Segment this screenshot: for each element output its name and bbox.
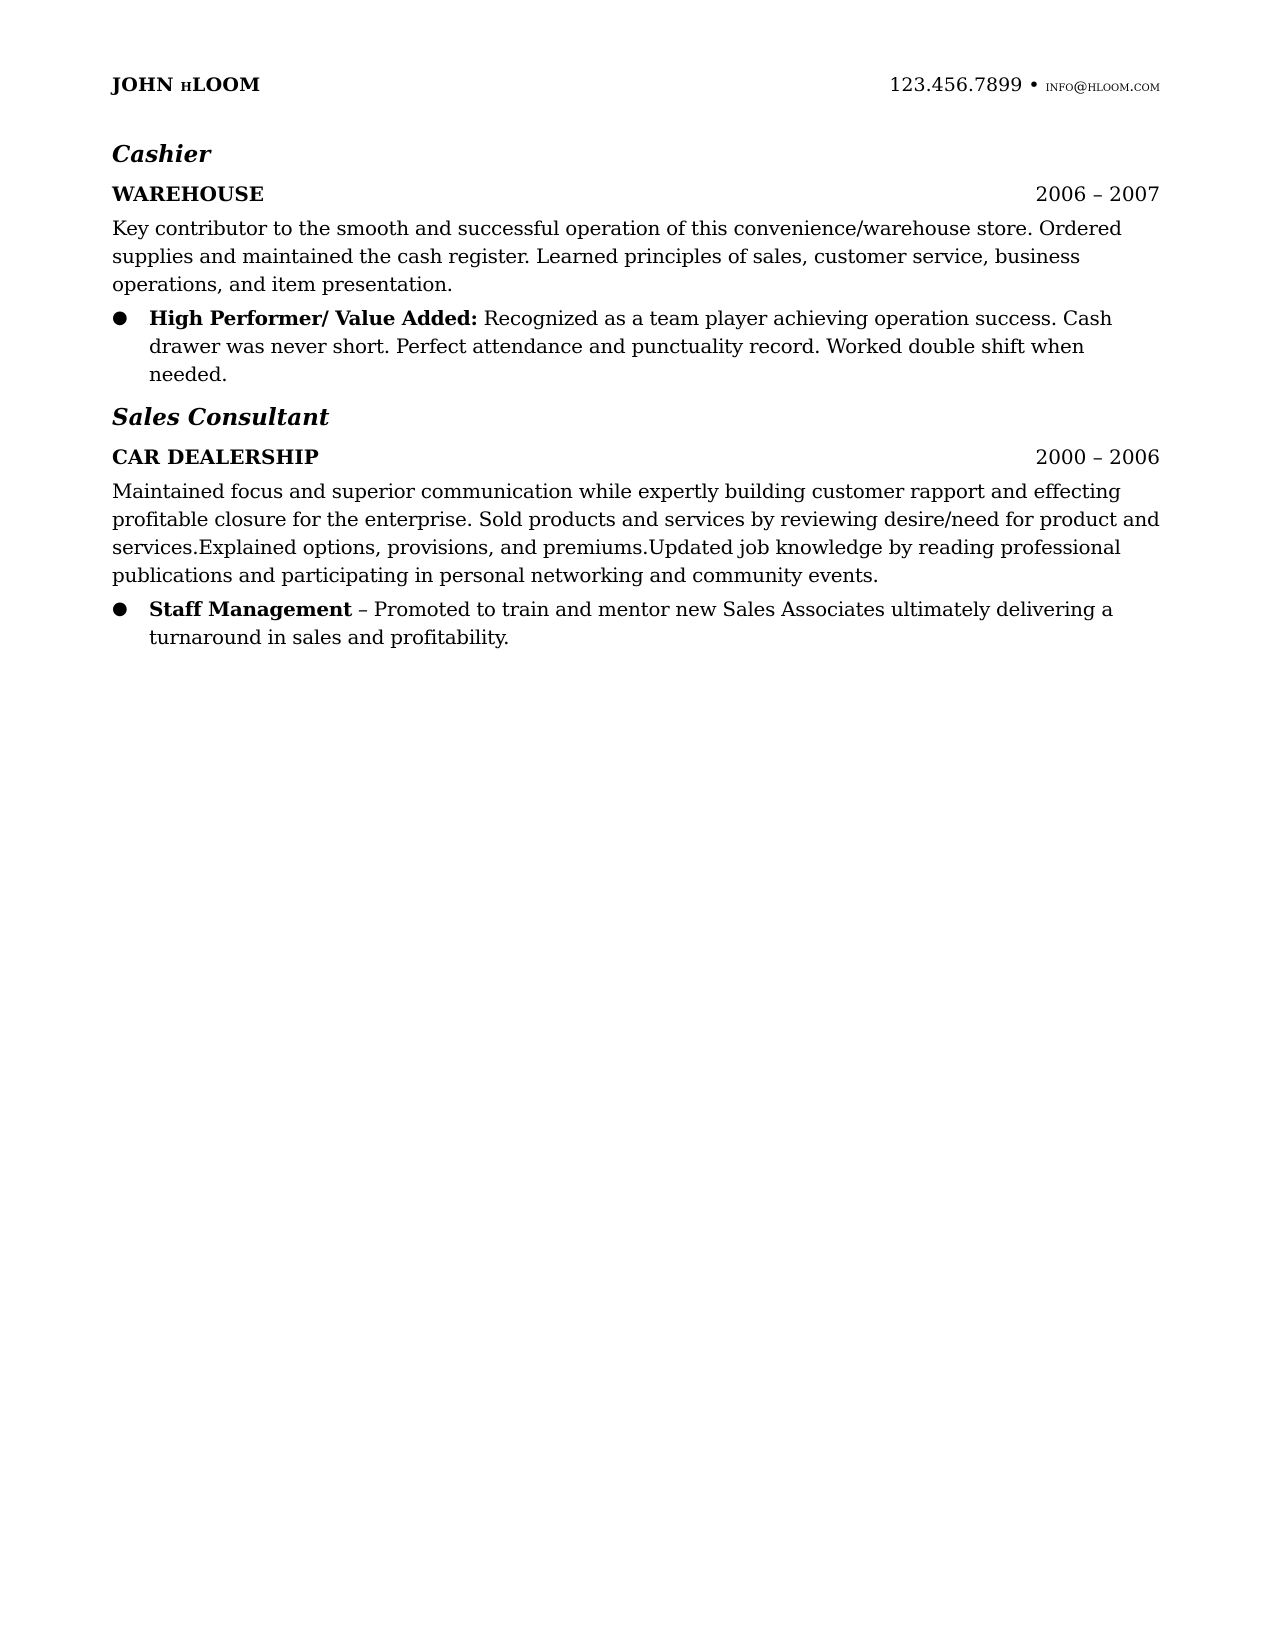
bullet-text: Recognized as a team player achieving operation success. Cash drawer was never short. Perfect attendance and punctuality record. Worked double shift when needed. <box>149 306 1113 386</box>
job-entry-cashier <box>112 140 1160 388</box>
bullet-label: Staff Management <box>149 597 352 621</box>
employment-dates: 2006 – 2007 <box>1035 182 1160 206</box>
bullet-marker: ● <box>112 598 128 619</box>
job-entry-sales-consultant <box>112 403 1160 651</box>
bullet-label: High Performer/ Value Added: <box>149 306 478 330</box>
resume-header <box>112 74 1160 96</box>
company-name: CAR DEALERSHIP <box>112 445 319 469</box>
bullet-text: – Promoted to train and mentor new Sales Associates ultimately delivering a turnaround in sales and profitability. <box>149 597 1113 649</box>
company-row <box>112 445 1160 469</box>
contact-info <box>889 74 1160 96</box>
email-address: info@hloom.com <box>1045 79 1160 95</box>
job-description: Maintained focus and superior communication while expertly building customer rapport and effecting profitable closure for the enterprise. Sold products and services by reviewing desire/need for product and services.Explained options, provisions, and premiums.Updated job knowledge by reading professional publications and participating in personal networking and community events. <box>112 479 1160 587</box>
bullet-marker: ● <box>112 307 128 328</box>
name-small-letter: H <box>180 80 193 94</box>
phone-number: 123.456.7899 <box>889 74 1023 96</box>
bullet-content <box>149 595 1160 651</box>
candidate-name <box>112 74 260 96</box>
name-first: JOHN <box>112 74 181 96</box>
achievement-bullet <box>112 304 1160 388</box>
company-row <box>112 182 1160 206</box>
job-description: Key contributor to the smooth and successful operation of this convenience/warehouse store. Ordered supplies and maintained the cash register. Learned principles of sales, customer service, business operations, and item presentation. <box>112 216 1122 296</box>
job-title: Sales Consultant <box>112 404 330 431</box>
name-last: LOOM <box>192 74 261 96</box>
company-name: WAREHOUSE <box>112 182 265 206</box>
job-title: Cashier <box>112 141 211 168</box>
employment-dates: 2000 – 2006 <box>1035 445 1160 469</box>
achievement-bullet <box>112 595 1160 651</box>
bullet-content <box>149 304 1160 388</box>
contact-separator: • <box>1028 74 1040 96</box>
